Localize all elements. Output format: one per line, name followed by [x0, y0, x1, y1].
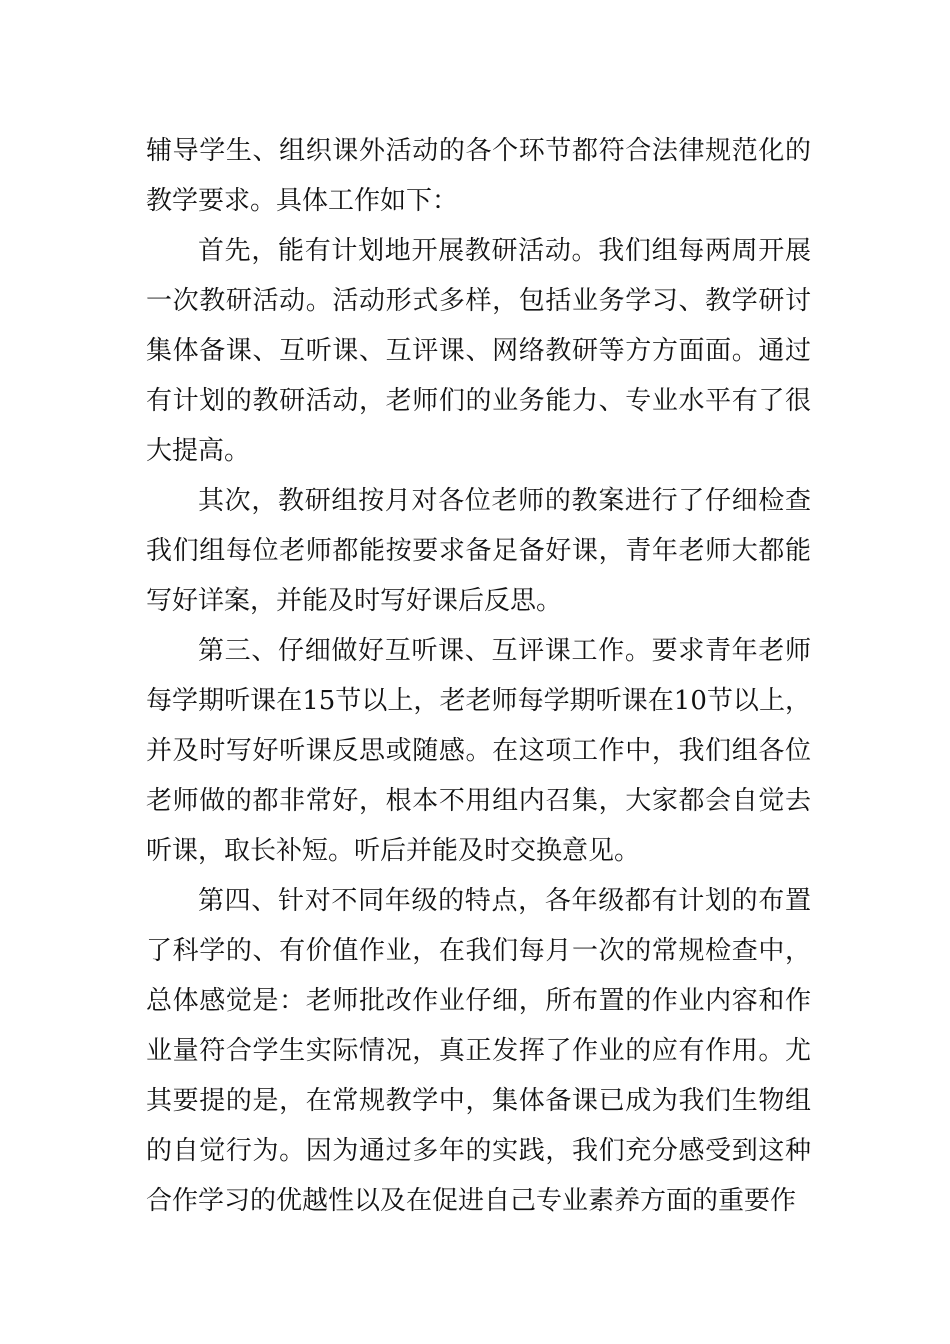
paragraph-5: 第四、针对不同年级的特点，各年级都有计划的布置了科学的、有价值作业，在我们每月一次的常规检查中，总体感觉是：老师批改作业仔细，所布置的作业内容和作业量符合学生实际情况，真正发挥了作业的应有作用。尤其要提的是，在常规教学中，集体备课已成为我们生物组的自觉行为。因为通过多年的实践，我们充分感受到这种合作学习的优越性以及在促进自己专业素养方面的重要作 — [146, 886, 811, 1216]
paragraph-1: 辅导学生、组织课外活动的各个环节都符合法律规范化的教学要求。具体工作如下： — [146, 136, 811, 216]
paragraph-2: 首先，能有计划地开展教研活动。我们组每两周开展一次教研活动。活动形式多样，包括业务学习、教学研讨集体备课、互听课、互评课、网络教研等方方面面。通过有计划的教研活动，老师们的业务能力、专业水平有了很大提高。 — [146, 236, 811, 466]
document-body — [146, 126, 811, 1226]
paragraph-3: 其次，教研组按月对各位老师的教案进行了仔细检查我们组每位老师都能按要求备足备好课，青年老师大都能写好详案，并能及时写好课后反思。 — [146, 486, 811, 616]
paragraph-4: 第三、仔细做好互听课、互评课工作。要求青年老师每学期听课在15节以上，老老师每学期听课在10节以上，并及时写好听课反思或随感。在这项工作中，我们组各位老师做的都非常好，根本不用组内召集，大家都会自觉去听课，取长补短。听后并能及时交换意见。 — [146, 636, 811, 866]
